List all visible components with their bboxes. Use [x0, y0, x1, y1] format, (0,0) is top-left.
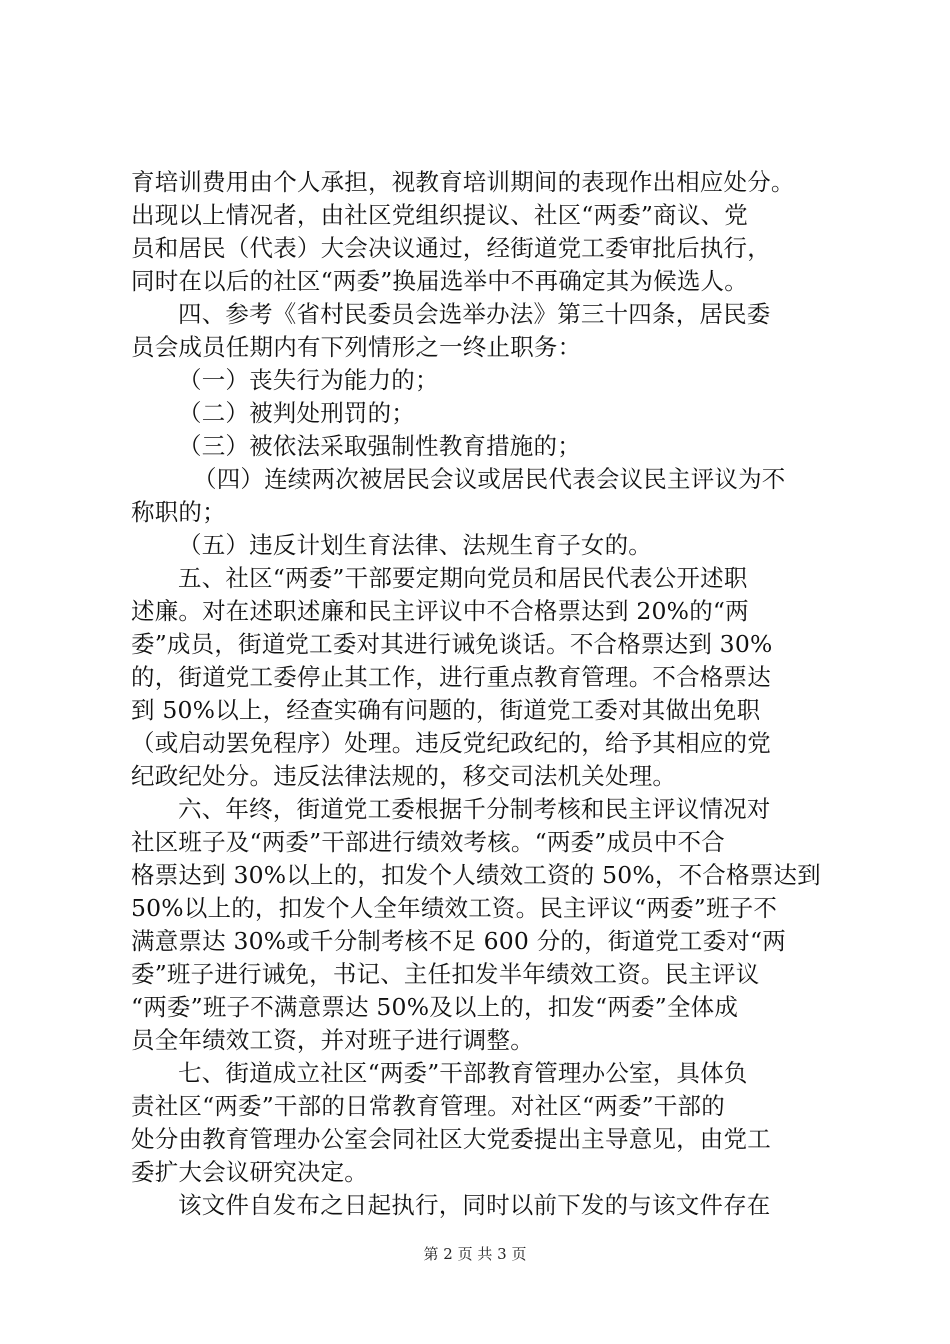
text-line: 委”班子进行诫免，书记、主任扣发半年绩效工资。民主评议: [131, 960, 760, 988]
text-line: 委”成员，街道党工委对其进行诫免谈话。不合格票达到 30%: [131, 630, 773, 658]
text-line: 社区班子及“两委”干部进行绩效考核。“两委”成员中不合: [131, 828, 725, 856]
text-line: 纪政纪处分。违反法律法规的，移交司法机关处理。: [131, 762, 677, 790]
page-number-footer: 第 2 页 共 3 页: [423, 1245, 527, 1263]
paragraph-7-start: 七、街道成立社区“两委”干部教育管理办公室，具体负: [178, 1059, 748, 1087]
paragraph-6-start: 六、年终，街道党工委根据千分制考核和民主评议情况对: [178, 795, 771, 823]
text-line: 员全年绩效工资，并对班子进行调整。: [131, 1026, 534, 1054]
text-line: 员和居民（代表）大会决议通过，经街道党工委审批后执行，: [131, 234, 771, 262]
list-item-4: （四）连续两次被居民会议或居民代表会议民主评议为不: [193, 465, 786, 493]
text-line: 满意票达 30%或千分制考核不足 600 分的，街道党工委对“两: [131, 927, 786, 955]
body-text: [131, 166, 831, 1222]
text-line: 述廉。对在述职述廉和民主评议中不合格票达到 20%的“两: [131, 597, 749, 625]
text-line: 同时在以后的社区“两委”换届选举中不再确定其为候选人。: [131, 267, 748, 295]
text-line: 的，街道党工委停止其工作，进行重点教育管理。不合格票达: [131, 663, 771, 691]
text-line: 称职的；: [131, 498, 226, 526]
text-line: 处分由教育管理办公室会同社区大党委提出主导意见，由党工: [131, 1125, 771, 1153]
text-line: 到 50%以上，经查实确有问题的，街道党工委对其做出免职: [131, 696, 761, 724]
text-line: （或启动罢免程序）处理。违反党纪政纪的，给予其相应的党: [131, 729, 771, 757]
text-line: 员会成员任期内有下列情形之一终止职务：: [131, 333, 582, 361]
list-item-1: （一）丧失行为能力的；: [178, 366, 439, 394]
text-line: “两委”班子不满意票达 50%及以上的，扣发“两委”全体成: [131, 993, 739, 1021]
paragraph-final-start: 该文件自发布之日起执行，同时以前下发的与该文件存在: [178, 1191, 771, 1219]
list-item-2: （二）被判处刑罚的；: [178, 399, 415, 427]
paragraph-5-start: 五、社区“两委”干部要定期向党员和居民代表公开述职: [178, 564, 748, 592]
text-line: 育培训费用由个人承担，视教育培训期间的表现作出相应处分。: [131, 168, 795, 196]
text-line: 格票达到 30%以上的，扣发个人绩效工资的 50%，不合格票达到: [131, 861, 821, 889]
paragraph-4-start: 四、参考《省村民委员会选举办法》第三十四条，居民委: [178, 300, 771, 328]
list-item-5: （五）违反计划生育法律、法规生育子女的。: [178, 531, 652, 559]
text-line: 委扩大会议研究决定。: [131, 1158, 368, 1186]
text-line: 出现以上情况者，由社区党组织提议、社区“两委”商议、党: [131, 201, 748, 229]
text-line: 50%以上的，扣发个人全年绩效工资。民主评议“两委”班子不: [131, 894, 778, 922]
list-item-3: （三）被依法采取强制性教育措施的；: [178, 432, 581, 460]
text-line: 责社区“两委”干部的日常教育管理。对社区“两委”干部的: [131, 1092, 725, 1120]
